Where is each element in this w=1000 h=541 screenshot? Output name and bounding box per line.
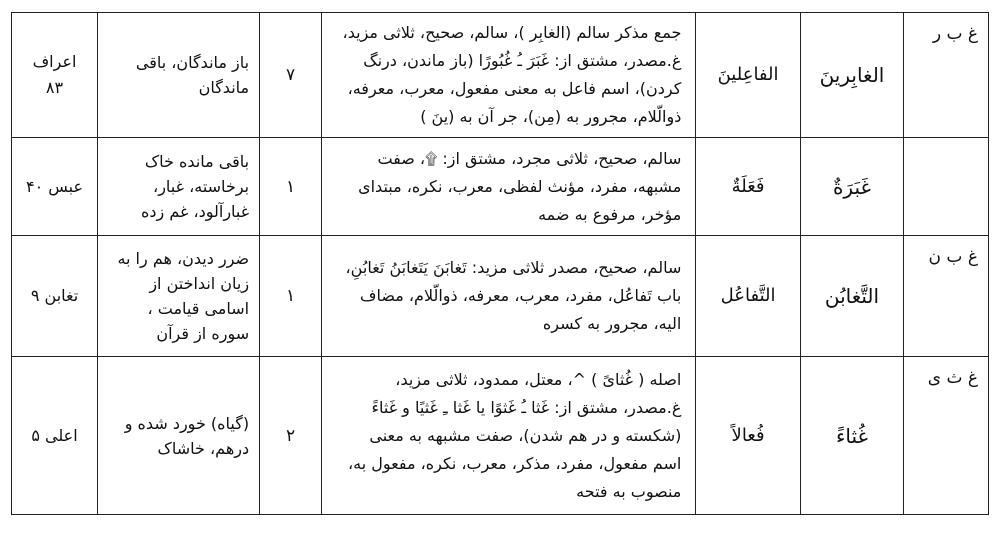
pattern-cell: التَّفاعُل	[696, 236, 800, 357]
count-cell: ۱	[260, 236, 322, 357]
description-cell: سالم، صحیح، ثلاثی مجرد، مشتق از: ۩، صفت مشبهه، مفرد، مؤنث لفظی، معرب، نکره، مبتدای مؤخر، مرفوع به ضمه	[322, 138, 696, 236]
count-cell: ۷	[260, 13, 322, 138]
description-cell: اصله ( غُثایً ) ^، معتل، ممدود، ثلاثی مزید، غ.مصدر، مشتق از: غَثا ـُ غَثوًا یا غَثا ـِ غَثیًا و غَثاءً (شکسته و در هم شدن)، صفت مشبهه به معنی اسم مفعول، مفرد، مذکر، معرب، نکره، مفعول به، منصوب به فتحه	[322, 357, 696, 515]
reference-cell: اعلی ۵	[12, 357, 98, 515]
root-cell: غ ب ر	[904, 13, 989, 138]
root-cell: غ ث ی	[904, 357, 989, 515]
meaning-cell: باقی مانده خاک برخاسته، غبار، غبارآلود، غم زده	[98, 138, 260, 236]
reference-cell: اعراف ۸۳	[12, 13, 98, 138]
reference-cell: عبس ۴۰	[12, 138, 98, 236]
reference-cell: تغابن ۹	[12, 236, 98, 357]
table-row	[12, 236, 989, 357]
meaning-cell: باز ماندگان، باقی ماندگان	[98, 13, 260, 138]
count-cell: ۲	[260, 357, 322, 515]
word-cell: غَبَرَةٌ	[800, 138, 903, 236]
root-cell	[904, 138, 989, 236]
table-row	[12, 357, 989, 515]
count-cell: ۱	[260, 138, 322, 236]
description-cell: سالم، صحیح، مصدر ثلاثی مزید: تَغابَنَ یَتَغابَنُ تَغابُنِ، باب تَفاعُل، مفرد، معرب، معرفه، ذوالّلام، مضاف الیه، مجرور به کسره	[322, 236, 696, 357]
pattern-cell: فَعَلَةٌ	[696, 138, 800, 236]
word-cell: غُثاءً	[800, 357, 903, 515]
pattern-cell: فُعالاً	[696, 357, 800, 515]
table-row	[12, 13, 989, 138]
root-cell: غ ب ن	[904, 236, 989, 357]
pattern-cell: الفاعِلينَ	[696, 13, 800, 138]
word-cell: الغابِرينَ	[800, 13, 903, 138]
description-cell: جمع مذکر سالم (الغابِر )، سالم، صحیح، ثلاثی مزید، غ.مصدر، مشتق از: غَبَرَ ـُ غُبُورًا (باز ماندن، درنگ کردن)، اسم فاعل به معنی مفعول، معرب، معرفه، ذوالّلام، مجرور به (مِن)، جر آن به (ینَ )	[322, 13, 696, 138]
lexicon-table	[11, 12, 989, 515]
word-cell: التَّغابُن	[800, 236, 903, 357]
table-row	[12, 138, 989, 236]
meaning-cell: (گیاه) خورد شده و درهم، خاشاک	[98, 357, 260, 515]
meaning-cell: ضرر دیدن، هم را به زیان انداختن از اسامی قیامت ، سوره از قرآن	[98, 236, 260, 357]
